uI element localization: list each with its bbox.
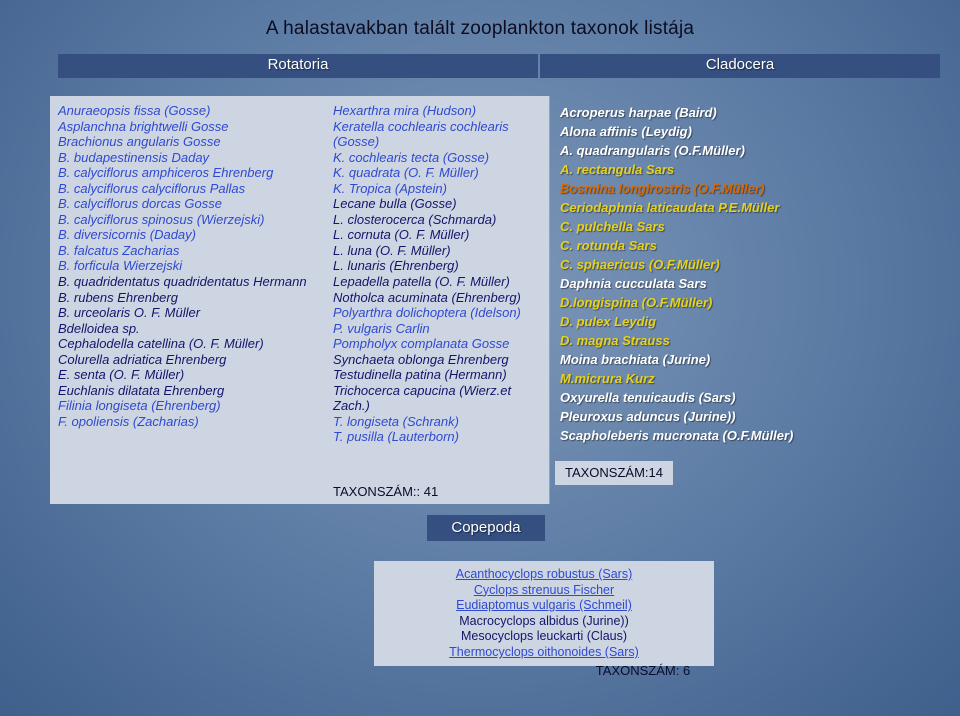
list-item: Thermocyclops oithonoides (Sars) [449, 644, 639, 659]
page-title: A halastavakban talált zooplankton taxonok listája [265, 18, 695, 39]
list-item: Testudinella patina (Hermann) [333, 367, 507, 383]
copepoda-count-box [584, 660, 702, 684]
column-divider [549, 96, 550, 504]
list-item: B. urceolaris O. F. Müller [58, 305, 201, 321]
list-item: Pompholyx complanata Gosse [333, 336, 510, 352]
list-item: T. pusilla (Lauterborn) [333, 429, 459, 445]
list-item: K. Tropica (Apstein) [333, 180, 447, 196]
rotatoria-list-col2 [333, 103, 521, 445]
list-item: C. pulchella Sars [560, 219, 665, 234]
list-item: D.longispina (O.F.Müller) [560, 295, 713, 310]
list-item: Polyarthra dolichoptera (Idelson) [333, 305, 521, 321]
list-item: Synchaeta oblonga Ehrenberg [333, 351, 509, 367]
list-item: Cyclops strenuus Fischer [473, 582, 615, 597]
copepoda-header [427, 515, 545, 541]
list-item: Euchlanis dilatata Ehrenberg [58, 382, 225, 398]
list-item: Anuraeopsis fissa (Gosse) [58, 103, 211, 118]
list-item: Scapholeberis mucronata (O.F.Müller) [560, 428, 794, 443]
list-item: Hexarthra mira (Hudson) [333, 103, 477, 118]
list-item: K. cochlearis tecta (Gosse) [333, 149, 490, 165]
list-item: B. quadridentatus quadridentatus Hermann [58, 274, 307, 290]
cladocera-count-box [555, 461, 673, 485]
list-item: C. sphaericus (O.F.Müller) [560, 257, 720, 272]
list-item: Acanthocyclops robustus (Sars) [455, 567, 633, 581]
list-item: A. rectangula Sars [560, 162, 675, 177]
copepoda-list [374, 567, 714, 661]
list-item: B. calyciflorus spinosus (Wierzejski) [58, 211, 265, 227]
list-item: L. closterocerca (Schmarda) [333, 211, 497, 227]
copepoda-taxon-count: TAXONSZÁM: 6 [595, 663, 691, 678]
list-item: Mesocyclops leuckarti (Claus) [460, 629, 628, 644]
rotatoria-list-col1 [58, 103, 307, 429]
list-item: E. senta (O. F. Müller) [58, 367, 185, 383]
list-item: (Gosse) [333, 134, 380, 150]
list-item: L. cornuta (O. F. Müller) [333, 227, 470, 243]
list-item: C. rotunda Sars [560, 238, 657, 253]
cladocera-taxon-count: TAXONSZÁM:14 [564, 465, 663, 480]
rotatoria-header-label: Rotatoria [267, 56, 329, 73]
list-item: Lecane bulla (Gosse) [333, 196, 457, 212]
list-item: Keratella cochlearis cochlearis [333, 118, 509, 134]
list-item: A. quadrangularis (O.F.Müller) [560, 143, 745, 158]
cladocera-header-label: Cladocera [705, 56, 775, 73]
list-item: B. rubens Ehrenberg [58, 289, 178, 305]
list-item: B. falcatus Zacharias [58, 242, 180, 258]
list-item: Brachionus angularis Gosse [58, 134, 221, 150]
list-item: B. calyciflorus dorcas Gosse [58, 196, 223, 212]
list-item: T. longiseta (Schrank) [333, 413, 459, 429]
list-item: Ceriodaphnia laticaudata P.E.Müller [560, 200, 780, 215]
list-item: Colurella adriatica Ehrenberg [58, 351, 227, 367]
list-item: Bosmina longirostris (O.F.Müller) [560, 181, 765, 196]
list-item: Daphnia cucculata Sars [560, 276, 707, 291]
list-item: B. calyciflorus amphiceros Ehrenberg [58, 165, 274, 181]
list-item: L. luna (O. F. Müller) [333, 242, 451, 258]
list-item: Oxyurella tenuicaudis (Sars) [560, 390, 736, 405]
list-item: F. opoliensis (Zacharias) [58, 413, 199, 429]
list-item: Acroperus harpae (Baird) [560, 105, 717, 120]
list-item: Bdelloidea sp. [58, 320, 140, 336]
list-item: Notholca acuminata (Ehrenberg) [333, 289, 521, 305]
list-item: Zach.) [333, 398, 370, 414]
cladocera-list [560, 103, 793, 445]
rotatoria-header [58, 54, 538, 78]
list-item: B. diversicornis (Daday) [58, 227, 196, 243]
list-item: Lepadella patella (O. F. Müller) [333, 274, 510, 290]
list-item: Pleuroxus aduncus (Jurine)) [560, 409, 736, 424]
list-item: Filinia longiseta (Ehrenberg) [58, 398, 221, 414]
list-item: Moina brachiata (Jurine) [560, 352, 711, 367]
list-item: B. budapestinensis Daday [58, 149, 210, 165]
list-item: Eudiaptomus vulgaris (Schmeil) [456, 598, 632, 613]
list-item: P. vulgaris Carlin [333, 320, 430, 336]
list-item: Trichocerca capucina (Wierz.et [333, 382, 512, 398]
list-item: Cephalodella catellina (O. F. Müller) [58, 336, 264, 352]
list-item: Alona affinis (Leydig) [560, 124, 692, 139]
rotatoria-taxon-count: TAXONSZÁM:: 41 [333, 484, 439, 499]
list-item: Macrocyclops albidus (Jurine)) [459, 613, 629, 628]
list-item: K. quadrata (O. F. Müller) [333, 165, 479, 181]
list-item: B. forficula Wierzejski [58, 258, 183, 274]
list-item: B. calyciflorus calyciflorus Pallas [58, 180, 246, 196]
list-item: D. magna Strauss [560, 333, 670, 348]
cladocera-header [540, 54, 940, 78]
copepoda-header-label: Copepoda [451, 519, 521, 536]
list-item: Asplanchna brightwelli Gosse [58, 118, 229, 134]
list-item: D. pulex Leydig [560, 314, 657, 329]
list-item: L. lunaris (Ehrenberg) [333, 258, 459, 274]
list-item: M.micrura Kurz [560, 371, 655, 386]
